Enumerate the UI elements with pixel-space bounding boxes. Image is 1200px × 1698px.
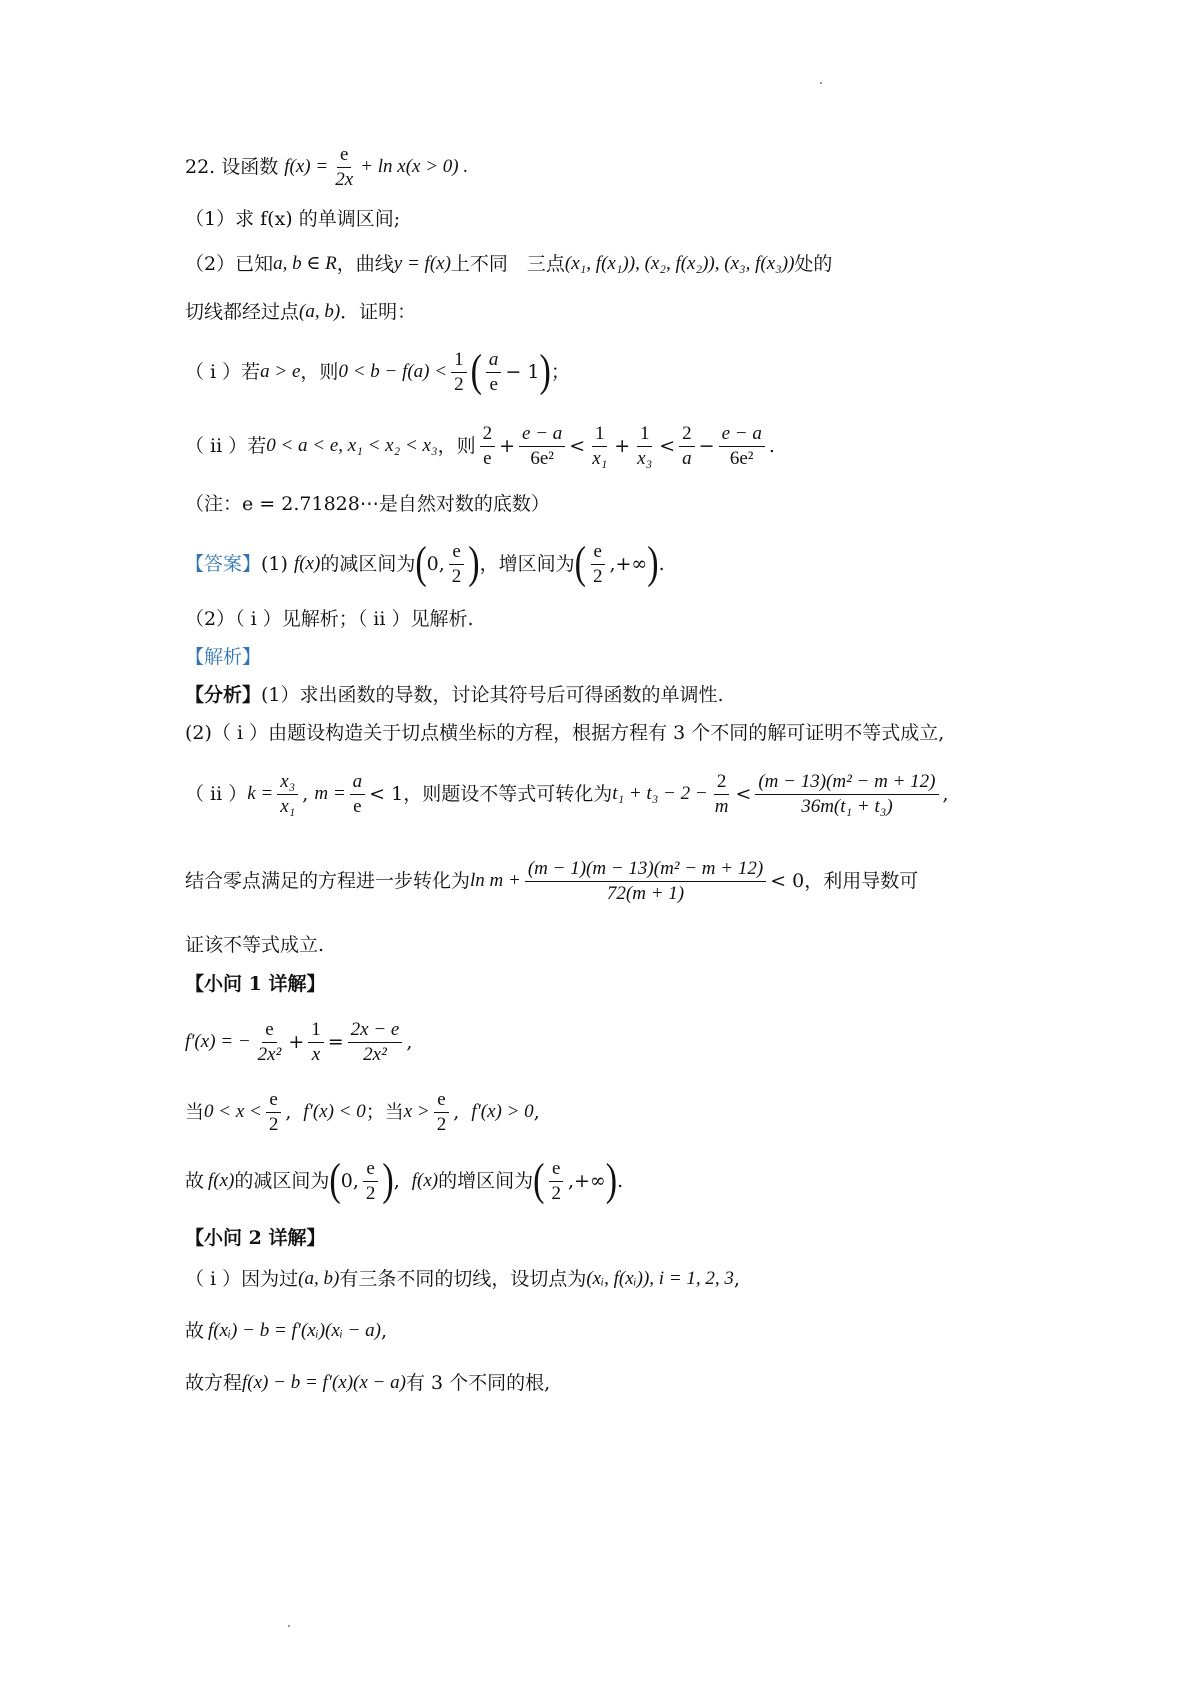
q1-tag: 【小问 1 详解】 [185,973,326,995]
fraction: $\frac{2x - e}{\text{2x²}}$ [348,1018,403,1067]
page-dot [288,1625,290,1627]
q1-conclusion: 故 f(x) 的减区间为 ( 0, $\frac{e}{2}$ ) , f(x) 的增区间为 ( $\frac{e}{2}$ ,+∞ ) . [185,1155,624,1206]
analysis-tag: 【解析】 [185,646,262,668]
analysis-2: (2)（ i ）由题设构造关于切点横坐标的方程，根据方程有 3 个不同的解可证明不等式成立, [185,722,945,744]
problem-number: 22. 设函数 [185,155,279,178]
fraction: $\frac{1}{x}$ [308,1018,324,1067]
fraction: $\frac{1}{\text{x₃}}$ [637,423,653,469]
q2-i: （ i ）因为过 (a, b) 有三条不同的切线，设切点为 (xᵢ, f(xᵢ)), i = 1, 2, 3 , [185,1268,740,1290]
fraction: $\frac{a}{e}$ [350,770,366,819]
fraction: $\frac{1}{2}$ [451,348,467,397]
fraction: $\frac{\text{(m − 1)(m − 13)(m² − m + 12)}}{72(m + 1)}$ [525,857,766,906]
fraction: $\frac{e}{2}$ [434,1088,450,1137]
fraction: $\frac{2}{a}$ [679,422,695,471]
fraction: $\frac{e}{2}$ [266,1088,282,1137]
answer-tag: 【答案】 [185,552,262,575]
part-2-cont: 切线都经过点 (a, b) ．证明： [185,301,417,323]
fraction: $\frac{e}{\text{2x²}}$ [257,1019,282,1065]
fraction: $\frac{e - a}{\text{6e²}}$ [519,422,565,471]
fraction: $\frac{e}{2}$ [590,540,606,589]
q1-derivative: f′(x) = − $\frac{e}{\text{2x²}}$ + $\frac{1}{x}$ = $\frac{2x - e}{\text{2x²}}$ , [185,1019,413,1065]
answer-line: 【答案】 (1) f(x) 的减区间为 ( 0, $\frac{e}{2}$ ) ，增区间为 ( $\frac{e}{2}$ ,+∞ ) . [185,538,665,589]
q1-sign: 当 0 < x < $\frac{e}{2}$ , f′(x) < 0 ；当 x > $\frac{e}{2}$ , f′(x) > 0 , [185,1089,540,1135]
q2-tag: 【小问 2 详解】 [185,1227,326,1249]
fraction: $\frac{1}{\text{x₁}}$ [592,423,608,469]
fraction: $\frac{a}{e}$ [486,348,502,397]
note: （注： e = 2.71828⋯ 是自然对数的底数） [185,493,550,515]
part-1: （1）求 f(x) 的单调区间; [185,208,401,230]
fraction: $\frac{2}{e}$ [480,422,496,471]
part-2: （2）已知 a, b ∈ R ，曲线 y = f(x) 上不同 三点 (x₁, f(x₁)), (x₂, f(x₂)), (x₃, f(x₃)) 处的 [185,253,833,275]
q2-eq-i: 故 f(xᵢ) − b = f′(xᵢ)(xᵢ − a) , [185,1320,388,1342]
answer-line-2: （2）（ i ）见解析；（ ii ）见解析. [185,608,474,630]
fraction: $\frac{\text{(m − 13)(m² − m + 12)}}{\text{36m(t₁ + t₃)}}$ [755,770,938,819]
fraction: $\frac{e}{2}$ [548,1157,564,1206]
analysis-1: 【分析】 (1）求出函数的导数，讨论其符号后可得函数的单调性. [185,684,724,706]
fraction: $\frac{2}{m}$ [714,771,729,817]
fraction: $\frac{\text{x₃}}{\text{x₁}}$ [277,770,298,819]
analysis-zero-cont: 证该不等式成立. [185,934,325,956]
q2-eq-x: 故方程 f(x) − b = f′(x)(x − a) 有 3 个不同的根, [185,1372,551,1394]
fraction: $\frac{e}{2x}$ [335,144,354,190]
sub-ii: （ ii ）若 0 < a < e, x₁ < x₂ < x₃ ，则 $\frac{2}{e}$ + $\frac{e - a}{\text{6e²}}$ < $\frac{1}{\text{x₁}}$ + $\frac{1}{\text{x₃}}$ < $\frac{2}{a}$ − $\frac{e - a}{\text{6e²}}$ . [185,423,775,469]
sub-i: （ i ）若 a > e ，则 0 < b − f(a) < $\frac{1}{2}$ ( $\frac{a}{e}$ − 1 ) ； [185,346,570,397]
analysis-zero: 结合零点满足的方程进一步转化为 ln m + $\frac{\text{(m − 1)(m − 13)(m² − m + 12)}}{72(m + 1)}$ < 0 ，利用导数可 [185,858,919,904]
fraction: $\frac{e - a}{\text{6e²}}$ [719,422,765,471]
analysis-ii: （ ii ） k = $\frac{\text{x₃}}{\text{x₁}}$ , m = $\frac{a}{e}$ < 1 ，则题设不等式可转化为 t₁ + t₃ − 2 − $\frac{2}{m}$ < $\frac{\text{(m − 13)(m² − m + 12)}}{\text{36m(t₁ + t₃)}}$ , [185,771,949,817]
fraction: $\frac{e}{2}$ [449,540,465,589]
problem-statement: 22. 设函数 f(x) = $\frac{e}{2x}$ + ln x (x > 0) . [185,144,469,190]
page-dot [820,82,822,84]
fraction: $\frac{e}{2}$ [363,1157,379,1206]
